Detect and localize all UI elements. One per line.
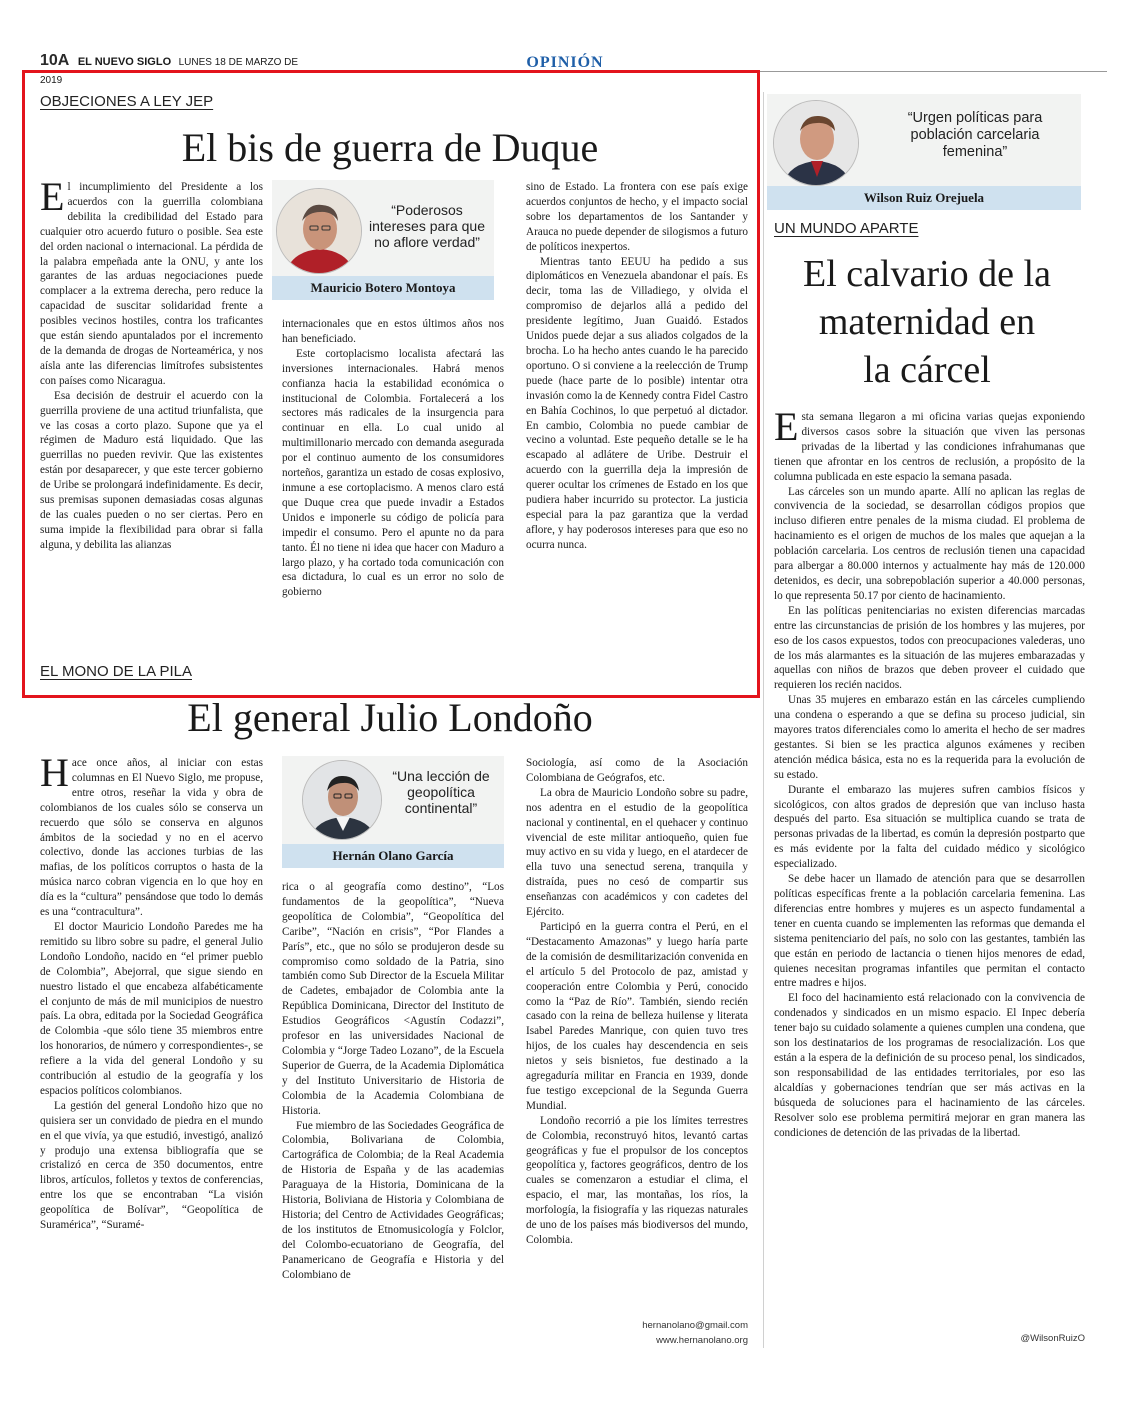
article3-paragraph: Unas 35 mujeres en embarazo están en las cárceles cumpliendo una condena o esperando a que se defina su proceso judicial, sin mayores tratos diferenciales como lo amerita el hecho de ser madres gestantes. Si bien se les practica algunos exámenes y reciben atención médica básica, esta no es la requerida para la evolución de su estado. (774, 694, 1085, 781)
article1-column-1 (40, 180, 263, 666)
article2-author-box (282, 756, 504, 868)
article1-dropcap: E (40, 180, 65, 219)
page-number: 10A (40, 52, 70, 69)
article1-paragraph: sino de Estado. La frontera con ese país exige acuerdos conjuntos de hecho, y el impacto social sobre los departamentos de los Santander y Arauca no puede depender de silogismos a futuro de políticos inexpertos. (526, 181, 748, 253)
article3-paragraph: Se debe hacer un llamado de atención para que se desarrollen políticas específicas frente a la población carcelaria femenina. Las diferencias entre hombres y mujeres es un aspecto fundamental a tener en cuenta cuando se implementen las reformas que demanda el sistema penitenciario del país, no solo con las gestantes, también las que están en periodo de lactancia o tienen hijos menores de edad, quienes necesitan programas infantiles que permitan el contacto entre madres e hijos. (774, 873, 1085, 990)
article2-pull-quote: “Una lección de geopolítica continental” (392, 768, 490, 816)
article1-title: El bis de guerra de Duque (181, 125, 599, 170)
article1-paragraph: Esa decisión de destruir el acuerdo con la guerrilla proviene de una actitud triunfalista, que ve las cosas a corto plazo. Supone que ya el régimen de Maduro está liquidado. Que las guerrillas no pueden revivir. Que las existentes están por desaparecer, y que este tercer gobierno de Uribe se prolongará indefinidamente. Es decir, sus premisas suponen demasiadas cosas algunas de las cuales pueden o no ser ciertas. Pero en suma impide la flexibilidad para obrar si falla alguna, y debilita las alianzas (40, 389, 263, 551)
article3-paragraph: Las cárceles son un mundo aparte. Allí no aplican las reglas de convivencia de la sociedad, se desarrollan códigos propios que incluso difieren entre penales de la misma ciudad. El problema de hacinamiento es el origen de muchos de los males que aquejan a la población carcelaria. Los centros de reclusión tienen una capacidad para albergar a 80.000 internos y actualmente hay más de 120.000 detenidos, es decir, una sobrepoblación superior a 40.000 personas, lo que representa 50.17 por ciento de hacinamiento. (774, 485, 1085, 602)
article3-title-line: maternidad en (818, 301, 1036, 343)
article3-column (774, 410, 1085, 1330)
article2-paragraph: Participó en la guerra contra el Perú, en el “Destacamento Amazonas” y luego haría parte de la comisión de desmilitarización convenida en el artículo 5 del Protocolo de paz, amistad y cooperación entre Colombia y Perú, conocido como la “Paz de Río”. También, siendo recién casado con la reina de belleza huilense y literata Isabel Paredes Manrique, con quien tuvo tres hijos, de los cuales hay descendencia en seis nietos y seis bisnietos, fue destinado a la agregaduría militar en Francia en 1939, donde fue testigo excepcional de la Segunda Guerra Mundial. (526, 920, 748, 1112)
author-email: hernanolano@gmail.com (642, 1320, 748, 1331)
author-photo (773, 100, 859, 186)
article1-author-name: Mauricio Botero Montoya (272, 276, 494, 300)
article1-column-2 (282, 317, 504, 666)
article3-paragraph: En las políticas penitenciarias no existen diferencias marcadas entre las circunstancias de prisión de los hombres y las mujeres, por eso de los casos expuestos, todos con preocupaciones valederas, uno de los más alarmantes es la situación de las mujeres embarazadas y aquellas con niños de brazos que deben proveer el cuidado que requieren los recién nacidos. (774, 604, 1085, 692)
article3-author-box (767, 94, 1081, 210)
masthead (40, 52, 310, 86)
author-photo (276, 188, 362, 274)
author-website: www.hernanolano.org (656, 1335, 748, 1346)
article2-author-name: Hernán Olano García (282, 844, 504, 868)
article2-paragraph: ace once años, al iniciar con estas columnas en El Nuevo Siglo, me propuse, entre otros, reseñar la vida y obra de colombianos de los cuales sólo se conserva un recuerdo que sólo se conserva en algunos ámbitos de la sociedad y no en el acervo colectivo, donde las acciones turbias de las mafias, de los políticos corruptos o hasta de la música narco cobran vigencia en lo que hoy en día es la “cultura” pensándose que todo lo demás es una “contracultura”. (40, 757, 263, 919)
article1-pull-quote: “Poderosos intereses para que no aflore verdad” (369, 202, 485, 250)
article3-paragraph: sta semana llegaron a mi oficina varias quejas exponiendo diversos casos sobre la situación que viven las personas privadas de la libertad y las condiciones infrahumanas que tienen que afrontar en los centros de reclusión, a propósito de la columna publicada en este espacio la semana pasada. (774, 411, 1085, 483)
article3-author-name: Wilson Ruiz Orejuela (767, 186, 1081, 210)
article3-kicker: UN MUNDO APARTE (774, 220, 919, 237)
section-title: OPINIÓN (526, 54, 604, 71)
article2-title: El general Julio Londoño (187, 695, 593, 740)
article3-paragraph: El foco del hacinamiento está relacionado con la convivencia de condenados y sindicados en un mismo espacio. El Inpec debería tener bajo su cuidado solamente a quienes cumplen una condena, que son los destinatarios de los programas de resocialización. Los que están a la espera de la definición de su proceso penal, los sindicados, son responsabilidad de las entidades territoriales, por eso las alcaldías y gobernaciones tendrían que ser más activas en la búsqueda de soluciones para el hacinamiento de las cárceles. Resolver solo ese problema permitirá mejorar en gran manera las condiciones de detención de las privadas de la libertad. (774, 992, 1085, 1139)
article2-kicker: EL MONO DE LA PILA (40, 663, 192, 680)
article1-paragraph: Mientras tanto EEUU ha pedido a sus diplomáticos en Venezuela abandonar el país. Es decir, toma las de Villadiego, y olvida el compromiso de dejarlos allá a pedido del presidente legítimo, Juan Guaidó. Estados Unidos puede dejar a sus aliados colgados de la brocha. Lo ha hecho antes cuando le ha parecido oportuno. O si conviene a la reelección de Trump puede (hace parte de lo posible) intentar otra invasión como la de Kennedy contra Fidel Castro en Bahía Cochinos, lo que perpetuó al dictador. En cambio, Colombia no puede cambiar de vecino a voluntad. Este pequeño detalle se le ha escapado al adlátere de Uribe. Destruir el acuerdo con la guerrilla deja la impresión de querer ocultar los crímenes de Estado en los que pudiera haber incurrido su protector. La justicia especial para la paz garantiza que la verdad aflore, y hay poderosos intereses para que eso no ocurra nunca. (526, 255, 748, 551)
article2-paragraph: Sociología, así como de la Asociación Colombiana de Geógrafos, etc. (526, 757, 748, 784)
article2-paragraph: El doctor Mauricio Londoño Paredes me ha remitido su libro sobre su padre, el general Julio Londoño Londoño, nacido en “el primer pueblo de Colombia”, Abejorral, que sigue siendo en nuestro listado el que encabeza alfabéticamente el conjunto de más de mil municipios de nuestro país. La obra, editada por la Sociedad Geográfica de Colombia -que sólo tiene 35 miembros entre los honorarios, de número y correspondientes-, se refiere a la vida del general Londoño y su contribución al estudio de la geografía y los espacios políticos colombianos. (40, 920, 263, 1097)
article1-paragraph: Este cortoplacismo localista afectará las inversiones internacionales. Habrá menos confianza hacia la estabilidad económica o institucional de Colombia. Fortalecerá a los sectores más radicales de la insurgencia para continuar en ella. Lo cual unido al multimillonario mercado con demanda asegurada por el continuo aumento de los consumidores norteños, garantiza un estado de cosas explosivo, inmune a ese cortoplacismo. A menos claro está que Duque crea que puede invadir a Estados Unidos e imponerle su código de policía para impedir el consumo. Pero el apunte no da para tanto. Él no tiene ni idea que hacer con Maduro a largo plazo, y ha cortado toda comunicación con esa dictadura, lo cual es un error no solo de gobierno (282, 347, 504, 599)
article2-column-1 (40, 756, 263, 1348)
article2-dropcap: H (40, 756, 69, 795)
author-photo (302, 760, 382, 840)
article2-column-3 (526, 756, 748, 1318)
article1-author-box (272, 180, 494, 300)
article2-paragraph: Londoño recorrió a pie los límites terrestres de Colombia, reconstruyó hitos, levantó cartas geográficas y fue el propulsor de los conceptos geopolítica y, factores geográficos, dentro de los cuales se comenzaron a estudiar el clima, el espacio, el mar, las montañas, los ríos, la morfología, la fisiografía y las riquezas naturales de uno de los países más biodiversos del mundo, Colombia. (526, 1114, 748, 1246)
issue-date: LUNES 18 DE MARZO DE 2019 (40, 57, 299, 86)
article3-title (768, 250, 1086, 394)
article3-title-line: la cárcel (863, 349, 991, 391)
article3-title-line: El calvario de la (803, 253, 1051, 295)
article3-pull-quote: “Urgen políticas para población carcelaria femenina” (907, 110, 1043, 160)
article2-paragraph: La obra de Mauricio Londoño sobre su padre, nos adentra en el estudio de la geopolítica nacional y continental, en el quehacer y continuo vivencial de este militar antioqueño, quien fue muy activo en su vida y luego, en el atardecer de ella tuvo una senectud serena, tranquila y distraída, pues no cesó de compartir sus enseñanzas con académicos y con cadetes del Ejército. (526, 786, 748, 919)
paper-name: EL NUEVO SIGLO (77, 56, 172, 68)
author-handle: @WilsonRuizO (1020, 1333, 1085, 1344)
article1-paragraph: internacionales que en estos últimos años nos han beneficiado. (282, 318, 504, 345)
article3-paragraph: Durante el embarazo las mujeres sufren cambios físicos y sicológicos, con altos grados de depresión que van incluso hasta después del parto. Esa situación se multiplica cuando se trata de personas privadas de la libertad, es común la depresión postparto que es más evidente por la falta del cuidado médico y sicológico especializado. (774, 783, 1085, 871)
article1-paragraph: l incumplimiento del Presidente a los acuerdos con la guerrilla colombiana debilita la credibilidad del Estado para cualquier otro acuerdo futuro o posible. Sea este del orden nacional o internacional. La pérdida de la palabra empeñada ante la ONU, y ante los garantes de las arduas negociaciones puede complacer a la extrema derecha, pero reduce la capacidad de suscitar solidaridad frente a posibles vecinos hostiles, contra los traficantes que están siendo apuntalados por el incremento de la demanda de drogas de Norteamérica, y nos aísla ante las diferencias limítrofes subsistentes con países como Nicaragua. (40, 181, 263, 387)
article3-dropcap: E (774, 410, 799, 449)
article1-column-3 (526, 180, 748, 666)
article2-column-2 (282, 880, 504, 1348)
article2-paragraph: La gestión del general Londoño hizo que no quisiera ser un convidado de piedra en el mundo en el que vivía, ya que estudió, investigó, analizó y produjo una extensa bibliografía que se cristalizó en cerca de 350 documentos, entre libros, artículos, folletos y textos de conferencias, entre los que se encontraban “La visión geopolítica de Bolívar”, “Geopolítica de Suramérica”, “Suramé- (40, 1099, 263, 1232)
article1-kicker: OBJECIONES A LEY JEP (40, 93, 214, 110)
article2-paragraph: Fue miembro de las Sociedades Geográfica de Colombia, Bolivariana de Colombia, Cartográfica de Colombia; de la Real Academia de Historia de España y de las academias Paraguaya de la Historia, Dominicana de la Historia, Boliviana de Historia y Colombiana de Historia; del Centro de Actividades Geográficas; de los institutos de Etnomusicología y Folclor, del Colombo-ecuatoriano de Geografía, del Panamericano de Geografía e Historia y del Colombiano de (282, 1119, 504, 1281)
article2-paragraph: rica o al geografía como destino”, “Los fundamentos de la geopolítica”, “Nueva geopolítica de Colombia”, “Geopolítica del Caribe”, “Nación en crisis”, “Por Flandes a París”, etc., que no sólo se produjeron desde su compromiso como soldado de la Patria, sino también como Sub Director de la Escuela Militar de Cadetes, embajador de Colombia ante la República Dominicana, Director del Instituto de Estudios Geográficos <Agustín Codazzi”, profesor en las universidades Nacional de Colombia y “Jorge Tadeo Lozano”, de la Escuela Superior de Guerra, de la Academia Diplomática y del Instituto Universitario de Historia de Colombia de la Academia Colombiana de Historia. (282, 881, 504, 1117)
column-divider (763, 92, 764, 1348)
